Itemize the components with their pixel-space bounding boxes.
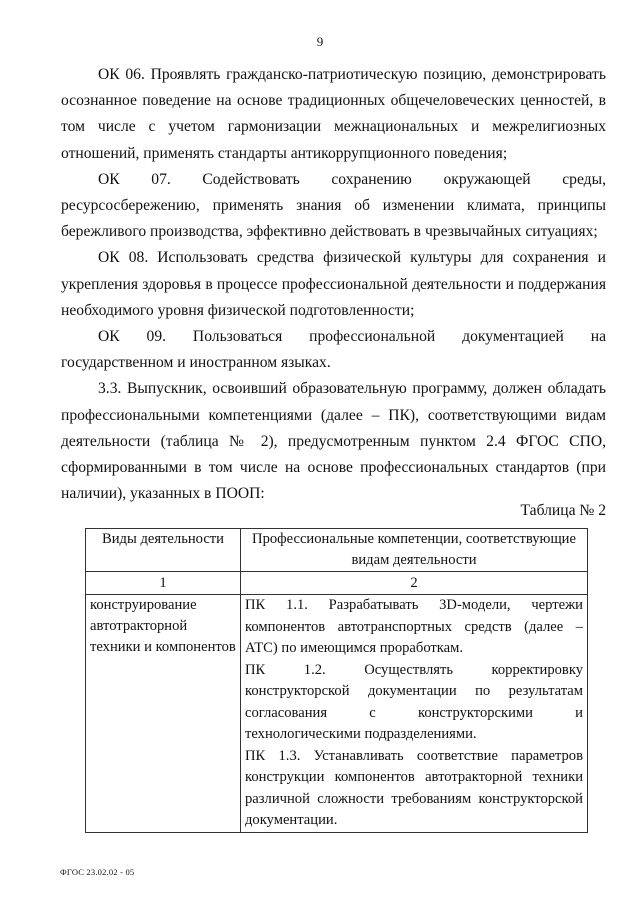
table-caption: Таблица № 2 bbox=[520, 502, 606, 519]
header-competencies: Профессиональные компетенции, соответствующие видам деятельности bbox=[241, 529, 588, 572]
column-number-1: 1 bbox=[86, 572, 241, 595]
competency-pk-1-2: ПК 1.2. Осуществлять корректировку конструкторской документации по результатам согласования с конструкторскими и технологическими подразделениями. bbox=[245, 661, 583, 742]
activity-cell: конструирование автотракторной техники и компонентов bbox=[86, 595, 241, 833]
table-header-row bbox=[86, 529, 588, 572]
footer-code: ФГОС 23.02.02 - 05 bbox=[60, 867, 135, 877]
paragraph-ok-08: ОК 08. Использовать средства физической культуры для сохранения и укрепления здоровья в процессе профессиональной деятельности и поддержания необходимого уровня физической подготовленности; bbox=[61, 249, 606, 319]
table-row bbox=[86, 595, 588, 833]
column-number-2: 2 bbox=[241, 572, 588, 595]
body-text bbox=[61, 62, 606, 507]
paragraph-ok-07: ОК 07. Содействовать сохранению окружающей среды, ресурсосбережению, применять знания об изменении климата, принципы бережливого производства, эффективно действовать в чрезвычайных ситуациях; bbox=[61, 170, 606, 241]
table-number-row bbox=[86, 572, 588, 595]
header-activity: Виды деятельности bbox=[86, 529, 241, 572]
paragraph-3-3: 3.3. Выпускник, освоивший образовательную программу, должен обладать профессиональными компетенциями (далее – ПК), соответствующими видам деятельности (таблица № 2), предусмотренным пунктом 2.4 ФГОС СПО, сформированными в том числе на основе профессиональных стандартов (при наличии), указанных в ПООП: bbox=[61, 380, 606, 503]
page-number: 9 bbox=[316, 34, 324, 49]
competencies-cell bbox=[241, 595, 588, 833]
paragraph-ok-06: ОК 06. Проявлять гражданско-патриотическую позицию, демонстрировать осознанное поведение на основе традиционных общечеловеческих ценностей, в том числе с учетом гармонизации межнациональных и межрелигиозных отношений, применять стандарты антикоррупционного поведения; bbox=[61, 66, 606, 162]
competencies-table bbox=[85, 528, 588, 833]
competency-pk-1-1: ПК 1.1. Разрабатывать 3D-модели, чертежи компонентов автотранспортных средств (далее – АТС) по имеющимся проработкам. bbox=[245, 597, 583, 656]
paragraph-ok-09: ОК 09. Пользоваться профессиональной документацией на государственном и иностранном языках. bbox=[61, 328, 606, 372]
competency-pk-1-3: ПК 1.3. Устанавливать соответствие параметров конструкции компонентов автотракторной техники различной сложности требованиям конструкторской документации. bbox=[245, 747, 583, 828]
